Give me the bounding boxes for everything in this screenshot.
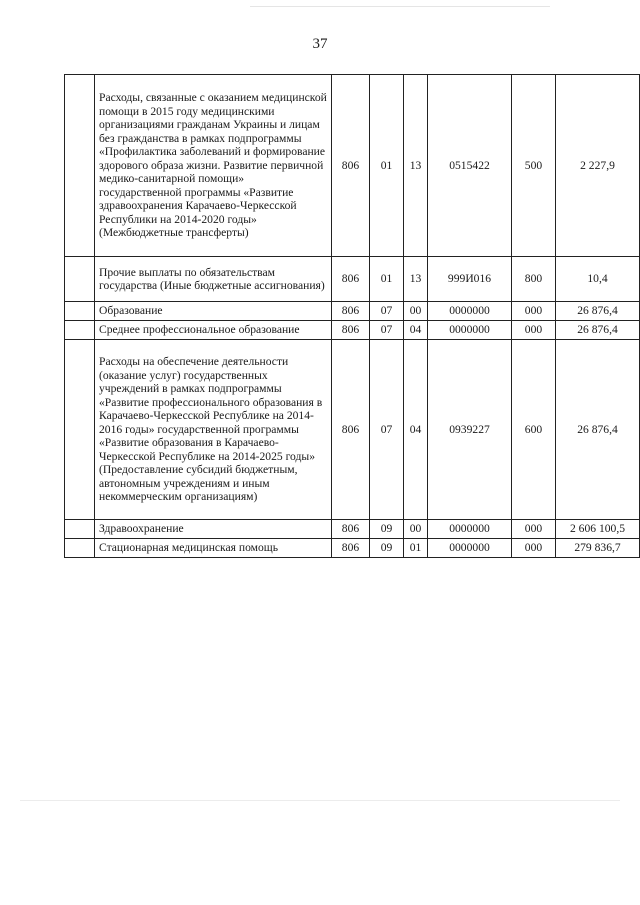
csr-cell: 999И016 — [428, 257, 512, 302]
sum-cell: 279 836,7 — [556, 539, 640, 558]
ved-cell: 806 — [332, 257, 370, 302]
csr-cell: 0000000 — [428, 539, 512, 558]
index-cell — [65, 520, 95, 539]
row-name: Среднее профессиональное образование — [95, 321, 332, 340]
sum-cell: 26 876,4 — [556, 321, 640, 340]
ved-cell: 806 — [332, 340, 370, 520]
vr-cell: 000 — [512, 321, 556, 340]
ved-cell: 806 — [332, 520, 370, 539]
page-number: 37 — [312, 36, 328, 52]
csr-cell: 0000000 — [428, 321, 512, 340]
csr-cell: 0515422 — [428, 75, 512, 257]
ved-cell: 806 — [332, 302, 370, 321]
pr-cell: 00 — [404, 520, 428, 539]
sum-cell: 2 606 100,5 — [556, 520, 640, 539]
pr-cell: 13 — [404, 75, 428, 257]
vr-cell: 000 — [512, 520, 556, 539]
sum-cell: 26 876,4 — [556, 302, 640, 321]
row-name: Расходы на обеспечение деятельности (оказание услуг) государственных учреждений в рамках подпрограммы «Развитие профессионального образования в Карачаево-Черкесской Республике на 2014-2016 годы» государственной программы «Развитие образования в Карачаево-Черкесской Республике на 2014-2025 годы» (Предоставление субсидий бюджетным, автономным учреждениям и иным некоммерческим организациям) — [95, 340, 332, 520]
index-cell — [65, 321, 95, 340]
table-row — [65, 340, 640, 520]
table-row — [65, 539, 640, 558]
pr-cell: 13 — [404, 257, 428, 302]
vr-cell: 000 — [512, 302, 556, 321]
table-row — [65, 321, 640, 340]
index-cell — [65, 257, 95, 302]
ved-cell: 806 — [332, 75, 370, 257]
rz-cell: 07 — [370, 302, 404, 321]
rz-cell: 07 — [370, 321, 404, 340]
pr-cell: 01 — [404, 539, 428, 558]
table-row — [65, 75, 640, 257]
vr-cell: 800 — [512, 257, 556, 302]
rz-cell: 09 — [370, 520, 404, 539]
table-row — [65, 520, 640, 539]
rz-cell: 01 — [370, 75, 404, 257]
row-name: Прочие выплаты по обязательствам государства (Иные бюджетные ассигнования) — [95, 257, 332, 302]
index-cell — [65, 302, 95, 321]
scan-noise-bottom — [20, 800, 620, 801]
budget-table — [64, 74, 640, 558]
csr-cell: 0939227 — [428, 340, 512, 520]
row-name: Здравоохранение — [95, 520, 332, 539]
pr-cell: 04 — [404, 321, 428, 340]
index-cell — [65, 75, 95, 257]
table-row — [65, 302, 640, 321]
ved-cell: 806 — [332, 539, 370, 558]
table-row — [65, 257, 640, 302]
vr-cell: 600 — [512, 340, 556, 520]
sum-cell: 10,4 — [556, 257, 640, 302]
rz-cell: 01 — [370, 257, 404, 302]
index-cell — [65, 539, 95, 558]
sum-cell: 26 876,4 — [556, 340, 640, 520]
rz-cell: 07 — [370, 340, 404, 520]
ved-cell: 806 — [332, 321, 370, 340]
row-name: Стационарная медицинская помощь — [95, 539, 332, 558]
sum-cell: 2 227,9 — [556, 75, 640, 257]
csr-cell: 0000000 — [428, 520, 512, 539]
vr-cell: 000 — [512, 539, 556, 558]
scan-noise-top — [250, 6, 550, 7]
index-cell — [65, 340, 95, 520]
row-name: Образование — [95, 302, 332, 321]
csr-cell: 0000000 — [428, 302, 512, 321]
vr-cell: 500 — [512, 75, 556, 257]
rz-cell: 09 — [370, 539, 404, 558]
pr-cell: 04 — [404, 340, 428, 520]
row-name: Расходы, связанные с оказанием медицинской помощи в 2015 году медицинскими организациями гражданам Украины и лицам без гражданства в рамках подпрограммы «Профилактика заболеваний и формирование здорового образа жизни. Развитие первичной медико-санитарной помощи» государственной программы «Развитие здравоохранения Карачаево-Черкесской Республики на 2014-2020 годы» (Межбюджетные трансферты) — [95, 75, 332, 257]
pr-cell: 00 — [404, 302, 428, 321]
